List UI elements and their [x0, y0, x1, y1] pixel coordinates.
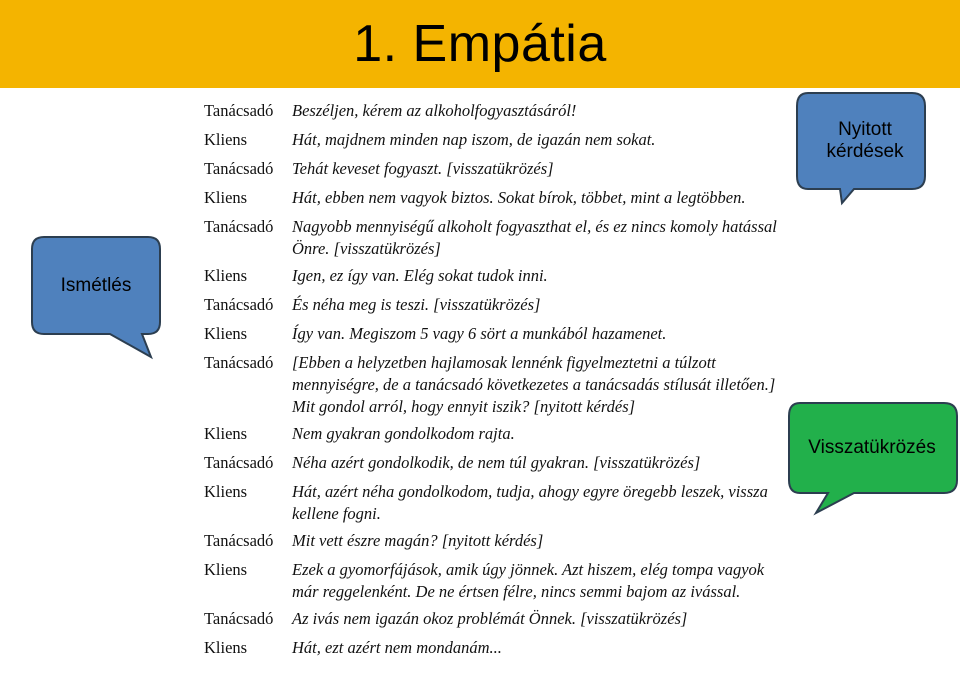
speaker-label: Kliens	[204, 266, 248, 285]
utterance-text: Mit vett észre magán? [nyitott kérdés]	[292, 531, 544, 550]
speaker-label: Tanácsadó	[204, 101, 274, 120]
speaker-label: Tanácsadó	[204, 531, 274, 550]
speaker-label: Tanácsadó	[204, 609, 274, 628]
dialogue-row	[204, 323, 784, 345]
utterance-text: Hát, majdnem minden nap iszom, de igazán nem sokat.	[292, 130, 656, 149]
utterance-text: Beszéljen, kérem az alkoholfogyasztásáról!	[292, 101, 577, 120]
speaker-label: Kliens	[204, 188, 248, 207]
utterance-text: Igen, ez így van. Elég sokat tudok inni.	[292, 266, 548, 285]
utterance-text: Az ivás nem igazán okoz problémát Önnek. [visszatükrözés]	[292, 609, 688, 628]
title-bar	[0, 0, 960, 88]
dialogue-row	[204, 452, 784, 474]
speaker-label: Kliens	[204, 130, 248, 149]
dialogue-row	[204, 294, 784, 316]
utterance-text: Ezek a gyomorfájások, amik úgy jönnek. Azt hiszem, elég tompa vagyok már reggelenként. De ne értsen félre, nincs semmi bajom az ivással.	[292, 560, 765, 601]
callout-nyitott: Nyitott kérdések	[826, 119, 904, 162]
utterance-text: Nagyobb mennyiségű alkoholt fogyaszthat el, és ez nincs komoly hatással Önre. [visszatükrözés]	[292, 217, 777, 258]
dialogue-transcript	[204, 100, 784, 666]
utterance-text: [Ebben a helyzetben hajlamosak lennénk figyelmeztetni a túlzott mennyiségre, de a tanácsadó következetes a tanácsadás stílusát illetően.] Mit gondol arról, hogy ennyit iszik? [nyitott kérdés]	[292, 353, 776, 416]
dialogue-row	[204, 481, 784, 525]
dialogue-row	[204, 100, 784, 122]
dialogue-row	[204, 352, 784, 418]
dialogue-row	[204, 187, 784, 209]
dialogue-row	[204, 637, 784, 659]
dialogue-row	[204, 530, 784, 552]
utterance-text: Így van. Megiszom 5 vagy 6 sört a munkából hazamenet.	[292, 324, 667, 343]
utterance-text: Hát, ebben nem vagyok biztos. Sokat bírok, többet, mint a legtöbben.	[292, 188, 746, 207]
dialogue-row	[204, 158, 784, 180]
callout-visszatukrozes: Visszatükrözés	[808, 437, 936, 459]
speaker-label: Tanácsadó	[204, 295, 274, 314]
utterance-text: Hát, ezt azért nem mondanám...	[292, 638, 502, 657]
speaker-label: Kliens	[204, 424, 248, 443]
dialogue-row	[204, 608, 784, 630]
speaker-label: Tanácsadó	[204, 217, 274, 236]
speaker-label: Tanácsadó	[204, 453, 274, 472]
utterance-text: Tehát keveset fogyaszt. [visszatükrözés]	[292, 159, 554, 178]
utterance-text: Hát, azért néha gondolkodom, tudja, ahogy egyre öregebb leszek, vissza kellene fogni.	[292, 482, 768, 523]
dialogue-row	[204, 129, 784, 151]
utterance-text: Nem gyakran gondolkodom rajta.	[292, 424, 515, 443]
dialogue-row	[204, 216, 784, 260]
page-title: 1. Empátia	[353, 15, 607, 73]
speaker-label: Kliens	[204, 482, 248, 501]
dialogue-row	[204, 265, 784, 287]
utterance-text: Néha azért gondolkodik, de nem túl gyakran. [visszatükrözés]	[292, 453, 701, 472]
speaker-label: Tanácsadó	[204, 353, 274, 372]
callout-ismetles: Ismétlés	[60, 274, 132, 296]
speaker-label: Kliens	[204, 324, 248, 343]
utterance-text: És néha meg is teszi. [visszatükrözés]	[292, 295, 541, 314]
dialogue-row	[204, 423, 784, 445]
dialogue-row	[204, 559, 784, 603]
speaker-label: Kliens	[204, 638, 248, 657]
speaker-label: Tanácsadó	[204, 159, 274, 178]
speaker-label: Kliens	[204, 560, 248, 579]
